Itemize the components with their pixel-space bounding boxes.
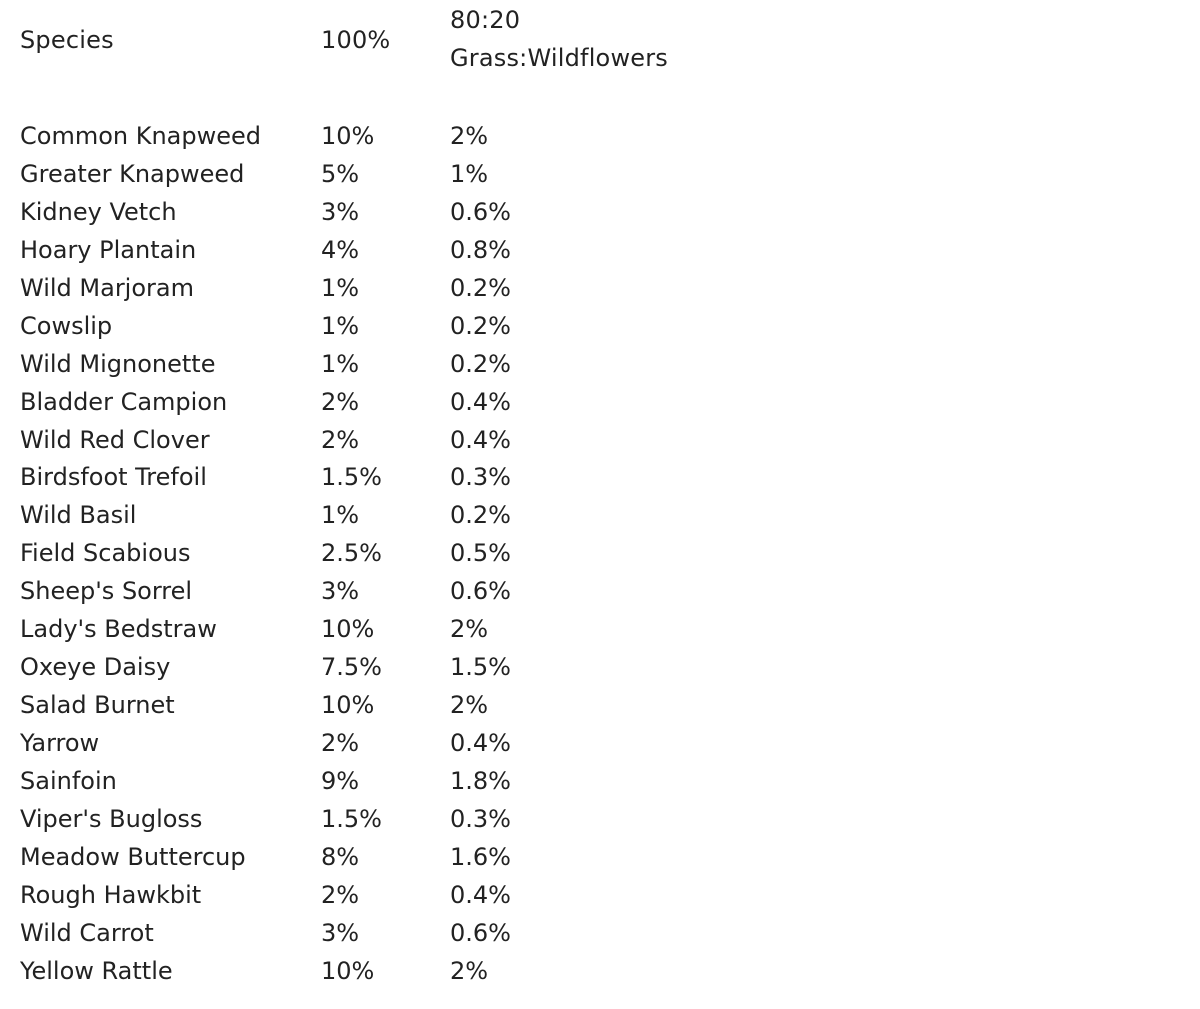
table-row [20, 459, 780, 497]
header-species: Species [20, 26, 114, 54]
species-cell: Salad Burnet [20, 691, 175, 720]
mix-cell: 0.4% [450, 729, 511, 757]
percent-cell: 8% [321, 842, 360, 871]
species-cell: Meadow Buttercup [20, 842, 246, 871]
percent-cell: 1% [321, 273, 360, 302]
percent-cell: 3% [321, 197, 360, 226]
mix-cell: 0.2% [450, 273, 511, 302]
table-row [20, 877, 780, 915]
percent-cell: 2% [321, 880, 360, 909]
table-row [20, 953, 780, 991]
table-row [20, 422, 780, 460]
table-row [20, 535, 780, 573]
mix-cell: 0.6% [450, 197, 511, 226]
species-cell: Yellow Rattle [20, 956, 173, 985]
mix-cell: 0.3% [450, 463, 511, 492]
species-table [20, 0, 780, 991]
percent-cell: 2.5% [321, 539, 382, 568]
species-cell: Wild Carrot [20, 918, 154, 947]
table-row [20, 384, 780, 422]
table-row [20, 573, 780, 611]
percent-cell: 10% [321, 691, 375, 720]
species-cell: Hoary Plantain [20, 235, 197, 264]
percent-cell: 1% [321, 501, 360, 530]
header-mix [450, 1, 668, 77]
table-row [20, 725, 780, 763]
table-row [20, 611, 780, 649]
mix-cell: 0.6% [450, 577, 511, 606]
percent-cell: 1% [321, 311, 360, 340]
mix-cell: 0.2% [450, 349, 511, 378]
table-row [20, 308, 780, 346]
table-header [20, 0, 780, 118]
mix-cell: 2% [450, 122, 489, 150]
mix-cell: 1.6% [450, 842, 511, 871]
mix-cell: 0.4% [450, 425, 511, 454]
mix-cell: 0.2% [450, 311, 511, 340]
percent-cell: 10% [321, 956, 375, 985]
mix-cell: 0.4% [450, 880, 511, 909]
percent-cell: 2% [321, 729, 360, 757]
species-cell: Yarrow [20, 729, 100, 757]
species-cell: Field Scabious [20, 539, 191, 568]
table-row [20, 232, 780, 270]
species-cell: Viper's Bugloss [20, 804, 203, 833]
table-row [20, 801, 780, 839]
mix-cell: 2% [450, 956, 489, 985]
mix-cell: 0.6% [450, 918, 511, 947]
species-cell: Cowslip [20, 311, 113, 340]
table-row [20, 839, 780, 877]
species-cell: Wild Mignonette [20, 349, 216, 378]
species-cell: Rough Hawkbit [20, 880, 202, 909]
percent-cell: 9% [321, 766, 360, 795]
table-row [20, 156, 780, 194]
mix-cell: 1% [450, 159, 489, 188]
table-row [20, 687, 780, 725]
mix-cell: 0.4% [450, 387, 511, 416]
species-cell: Kidney Vetch [20, 197, 177, 226]
percent-cell: 1.5% [321, 463, 382, 492]
species-cell: Wild Marjoram [20, 273, 194, 302]
percent-cell: 2% [321, 425, 360, 454]
species-cell: Wild Red Clover [20, 425, 210, 454]
species-cell: Bladder Campion [20, 387, 228, 416]
percent-cell: 7.5% [321, 653, 382, 682]
percent-cell: 2% [321, 387, 360, 416]
mix-cell: 2% [450, 691, 489, 720]
table-row [20, 915, 780, 953]
table-body [20, 118, 780, 991]
header-mix-ratio: 80:20 [450, 6, 521, 34]
percent-cell: 1% [321, 349, 360, 378]
percent-cell: 10% [321, 122, 375, 150]
species-cell: Common Knapweed [20, 122, 262, 150]
species-cell: Wild Basil [20, 501, 137, 530]
percent-cell: 5% [321, 159, 360, 188]
percent-cell: 3% [321, 577, 360, 606]
table-row [20, 763, 780, 801]
species-cell: Lady's Bedstraw [20, 615, 217, 644]
species-cell: Sainfoin [20, 766, 117, 795]
percent-cell: 3% [321, 918, 360, 947]
mix-cell: 1.5% [450, 653, 511, 682]
header-percent: 100% [321, 26, 391, 54]
percent-cell: 1.5% [321, 804, 382, 833]
table-row [20, 649, 780, 687]
header-mix-label: Grass:Wildflowers [450, 44, 669, 72]
mix-cell: 0.8% [450, 235, 511, 264]
species-cell: Birdsfoot Trefoil [20, 463, 207, 492]
table-row [20, 270, 780, 308]
mix-cell: 2% [450, 615, 489, 644]
species-cell: Greater Knapweed [20, 159, 245, 188]
mix-cell: 0.2% [450, 501, 511, 530]
table-row [20, 497, 780, 535]
table-row [20, 118, 780, 156]
species-cell: Sheep's Sorrel [20, 577, 193, 606]
percent-cell: 10% [321, 615, 375, 644]
mix-cell: 1.8% [450, 766, 511, 795]
mix-cell: 0.3% [450, 804, 511, 833]
table-row [20, 194, 780, 232]
percent-cell: 4% [321, 235, 360, 264]
table-row [20, 346, 780, 384]
mix-cell: 0.5% [450, 539, 511, 568]
species-cell: Oxeye Daisy [20, 653, 171, 682]
